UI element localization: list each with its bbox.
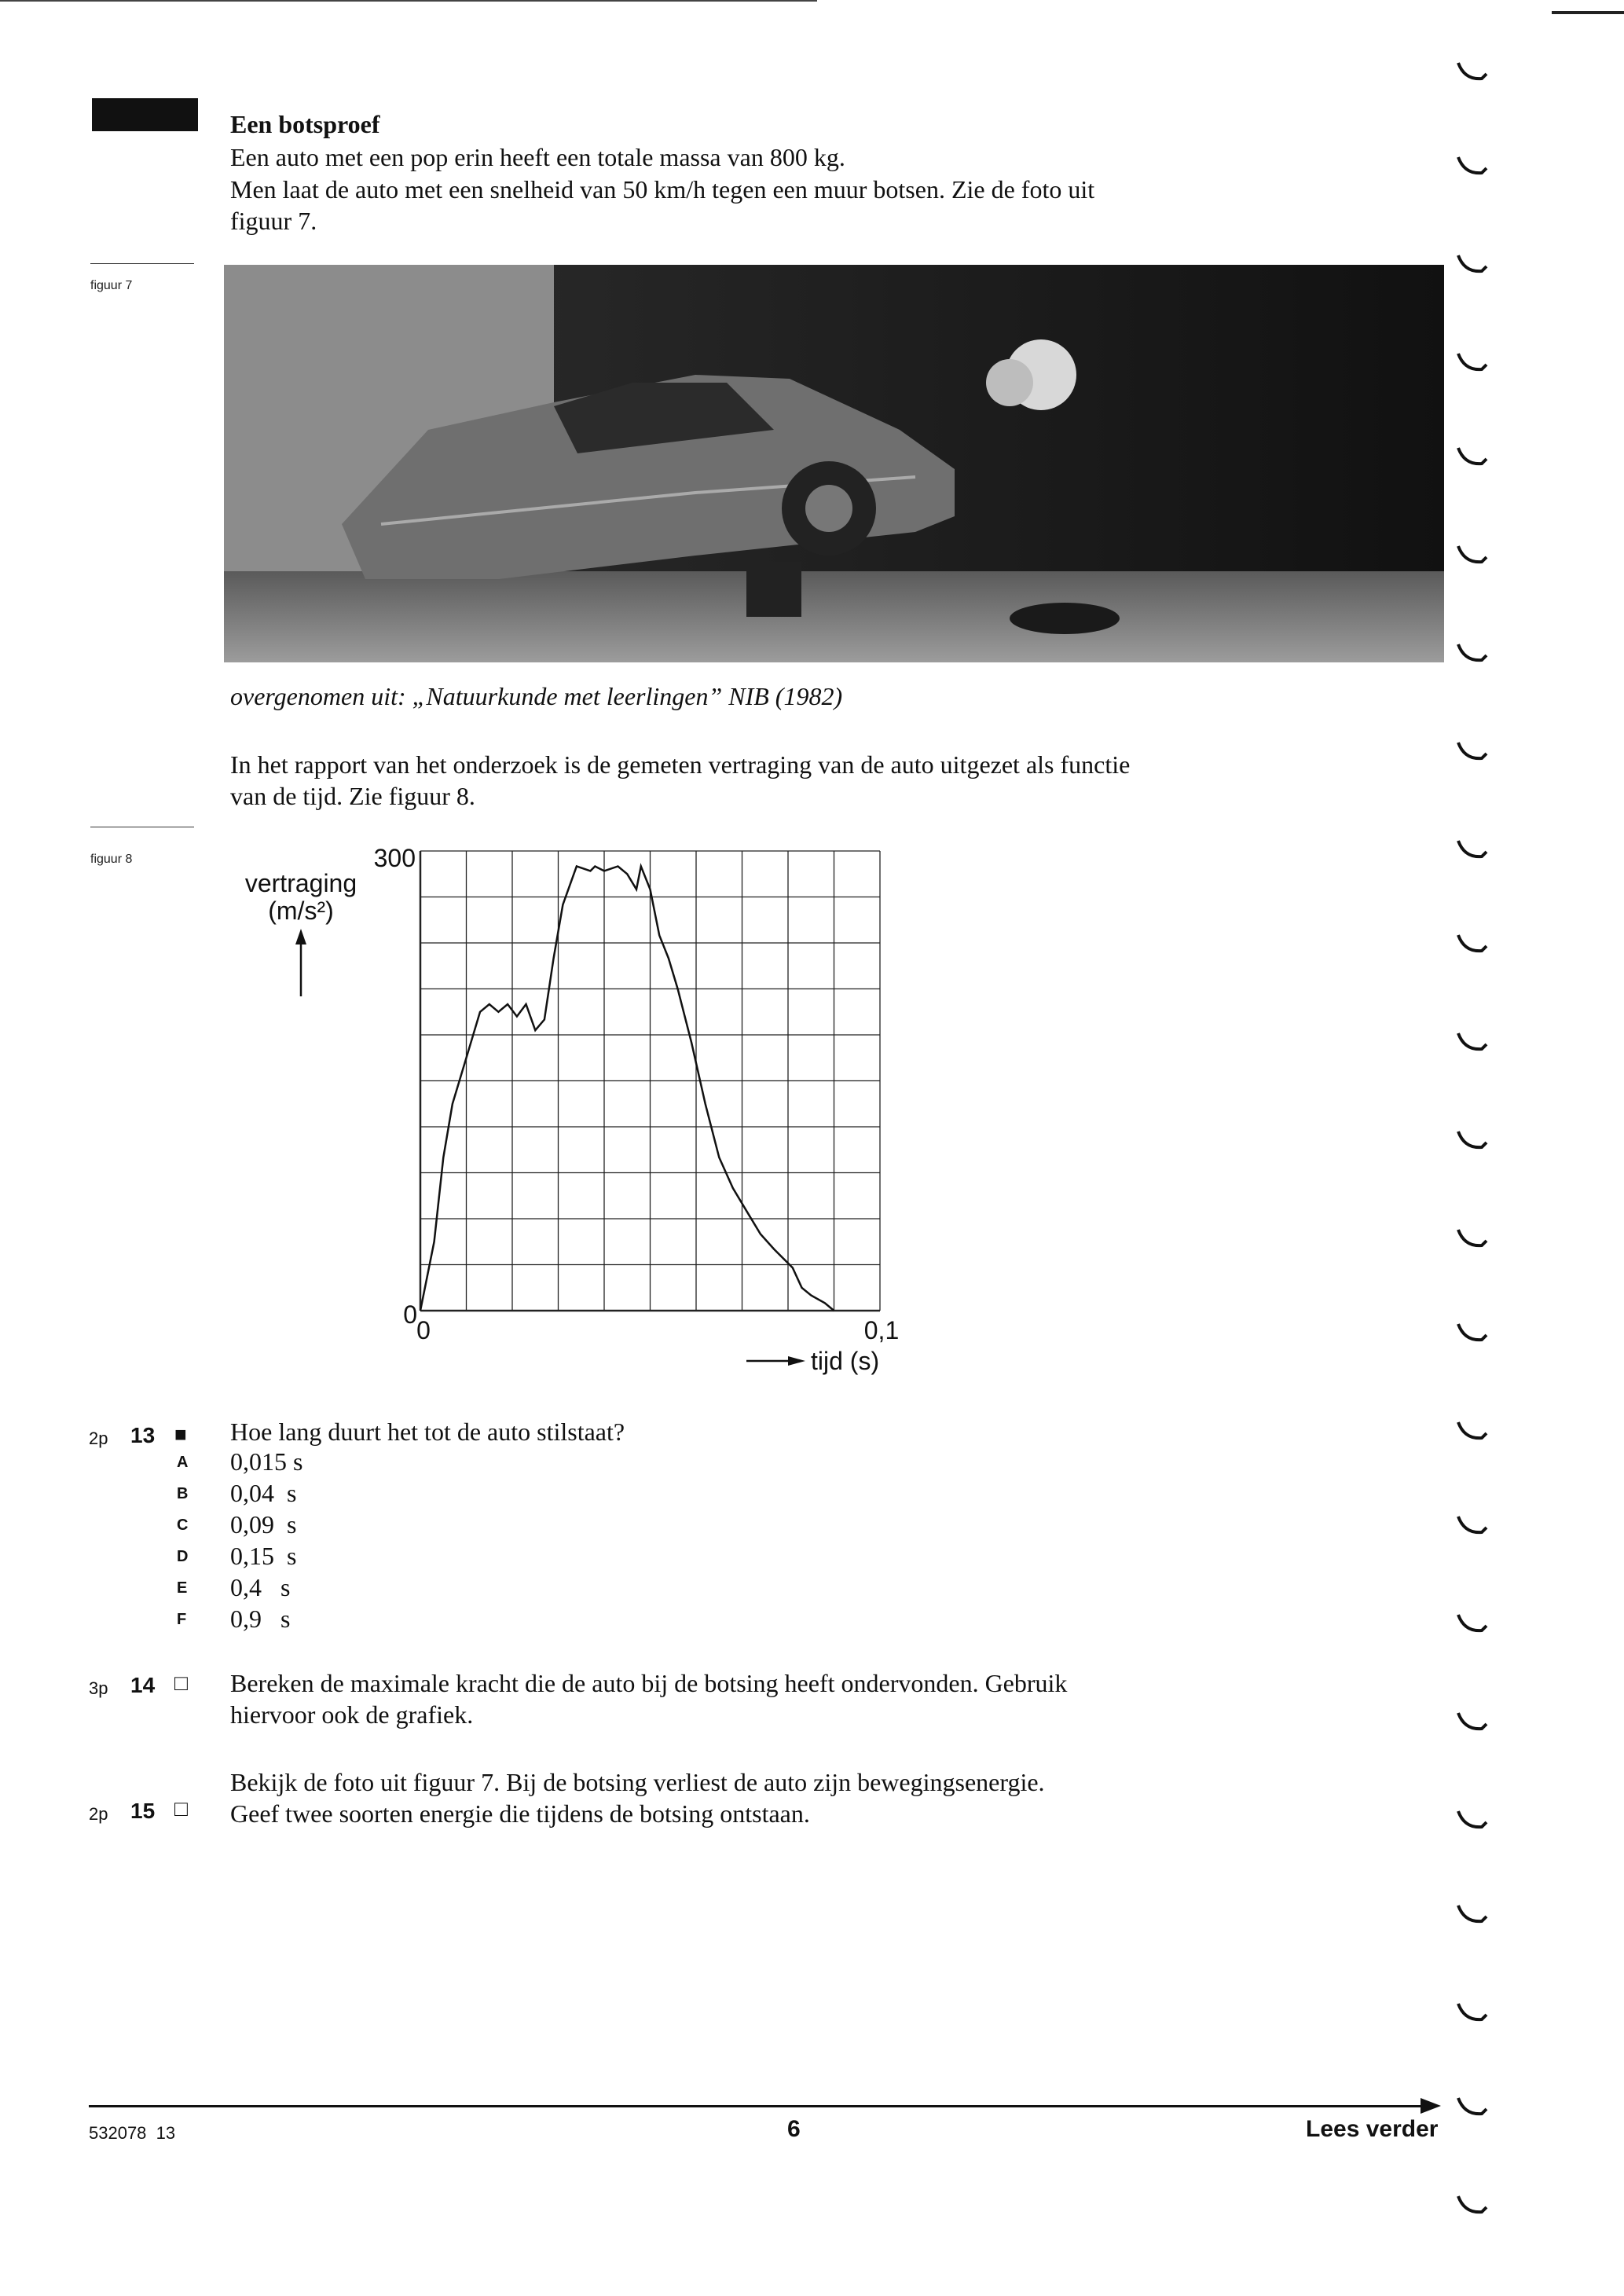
figure8-label: figuur 8 — [90, 853, 133, 866]
q13-option-b[interactable]: 0,04 s — [230, 1479, 297, 1507]
y-axis-arrow-head — [295, 929, 306, 944]
margin-check-mark — [1458, 743, 1487, 758]
q13-option-d[interactable]: 0,15 s — [230, 1542, 297, 1570]
y-axis-unit: (m/s²) — [268, 897, 334, 925]
q13-option-e[interactable]: 0,4 s — [230, 1573, 291, 1601]
q13-number: 13 — [130, 1423, 156, 1447]
margin-check-mark — [1458, 1131, 1487, 1147]
continue-label: Lees verder — [1306, 2116, 1439, 2142]
report-line-1: In het rapport van het onderzoek is de gemeten vertraging van de auto uitgezet als functie — [230, 750, 1131, 779]
margin-check-mark — [1458, 1905, 1487, 1921]
y-tick-300: 300 — [373, 844, 416, 872]
margin-check-mark — [1458, 1713, 1487, 1729]
margin-check-mark — [1458, 2004, 1487, 2019]
margin-check-mark — [1458, 1517, 1487, 1532]
intro-line-3: figuur 7. — [230, 207, 317, 235]
q15-marker[interactable]: □ — [174, 1796, 188, 1821]
q13-option-c[interactable]: 0,09 s — [230, 1510, 297, 1539]
margin-check-mark — [1458, 644, 1487, 660]
y-axis-label: vertraging — [244, 869, 357, 897]
q13-option-e-letter: E — [177, 1579, 188, 1597]
section-title: Een botsproef — [230, 110, 380, 138]
report-line-2: van de tijd. Zie figuur 8. — [230, 782, 475, 810]
intro-line-2: Men laat de auto met een snelheid van 50 km/h tegen een muur botsen. Zie de foto uit — [230, 175, 1095, 204]
margin-check-mark — [1458, 2098, 1487, 2114]
q13-option-a-letter: A — [177, 1454, 189, 1471]
q13-text: Hoe lang duurt het tot de auto stilstaat? — [230, 1418, 625, 1446]
q14-number: 14 — [130, 1673, 156, 1697]
y-tick-0: 0 — [403, 1300, 417, 1329]
figure7-label: figuur 7 — [90, 279, 133, 292]
margin-check-mark — [1458, 354, 1487, 369]
margin-check-mark — [1458, 1615, 1487, 1630]
margin-check-mark — [1458, 1033, 1487, 1049]
page-number: 6 — [787, 2116, 801, 2142]
margin-check-mark — [1458, 1324, 1487, 1340]
chart-grid — [420, 851, 880, 1311]
margin-check-mark — [1458, 448, 1487, 464]
q15-lead: Bekijk de foto uit figuur 7. Bij de botsing verliest de auto zijn bewegingsenergie. — [230, 1768, 1045, 1796]
margin-check-mark — [1458, 841, 1487, 856]
q13-option-c-letter: C — [177, 1517, 189, 1534]
footer-rule — [89, 2105, 1423, 2107]
chart-svg — [212, 833, 919, 1383]
q13-option-d-letter: D — [177, 1548, 189, 1565]
top-right-mark — [1552, 11, 1624, 14]
margin-check-mark — [1458, 1422, 1487, 1438]
q13-points: 2p — [89, 1429, 108, 1448]
figure7-rule — [90, 263, 194, 264]
footer-arrow-icon — [1421, 2098, 1441, 2114]
margin-check-mark — [1458, 1230, 1487, 1245]
q14-text-line-1: Bereken de maximale kracht die de auto bij de botsing heeft ondervonden. Gebruik — [230, 1669, 1068, 1697]
q14-marker[interactable]: □ — [174, 1671, 188, 1695]
x-axis-arrow-head — [788, 1356, 805, 1366]
intro-line-1: Een auto met een pop erin heeft een totale massa van 800 kg. — [230, 143, 845, 171]
section-marker-block — [92, 98, 198, 131]
margin-check-mark — [1458, 546, 1487, 562]
margin-check-mark — [1458, 1811, 1487, 1827]
deceleration-chart — [212, 833, 919, 1383]
q15-text: Geef twee soorten energie die tijdens de botsing ontstaan. — [230, 1799, 810, 1828]
x-axis-label: tijd (s) — [811, 1347, 880, 1375]
deceleration-curve — [420, 867, 834, 1311]
x-tick-0-1: 0,1 — [863, 1316, 900, 1344]
q13-option-b-letter: B — [177, 1485, 189, 1502]
q13-marker: ■ — [174, 1422, 187, 1446]
q13-option-a[interactable]: 0,015 s — [230, 1447, 303, 1476]
q14-points: 3p — [89, 1678, 108, 1698]
x-tick-0: 0 — [416, 1316, 431, 1344]
q15-points: 2p — [89, 1804, 108, 1824]
q13-option-f[interactable]: 0,9 s — [230, 1605, 291, 1633]
crash-test-photo — [224, 265, 1444, 662]
q15-number: 15 — [130, 1799, 156, 1823]
margin-check-marks — [1454, 47, 1501, 2287]
q14-text-line-2: hiervoor ook de grafiek. — [230, 1700, 474, 1729]
q13-option-f-letter: F — [177, 1611, 187, 1628]
margin-check-mark — [1458, 157, 1487, 173]
margin-check-mark — [1458, 63, 1487, 79]
margin-check-mark — [1458, 2196, 1487, 2212]
footer-code: 532078 13 — [89, 2123, 176, 2143]
top-scan-line — [0, 0, 817, 2]
crash-photo-graphic — [224, 265, 1444, 662]
figure7-caption: overgenomen uit: „Natuurkunde met leerlingen” NIB (1982) — [230, 682, 843, 710]
margin-check-mark — [1458, 935, 1487, 951]
margin-check-mark — [1458, 255, 1487, 271]
